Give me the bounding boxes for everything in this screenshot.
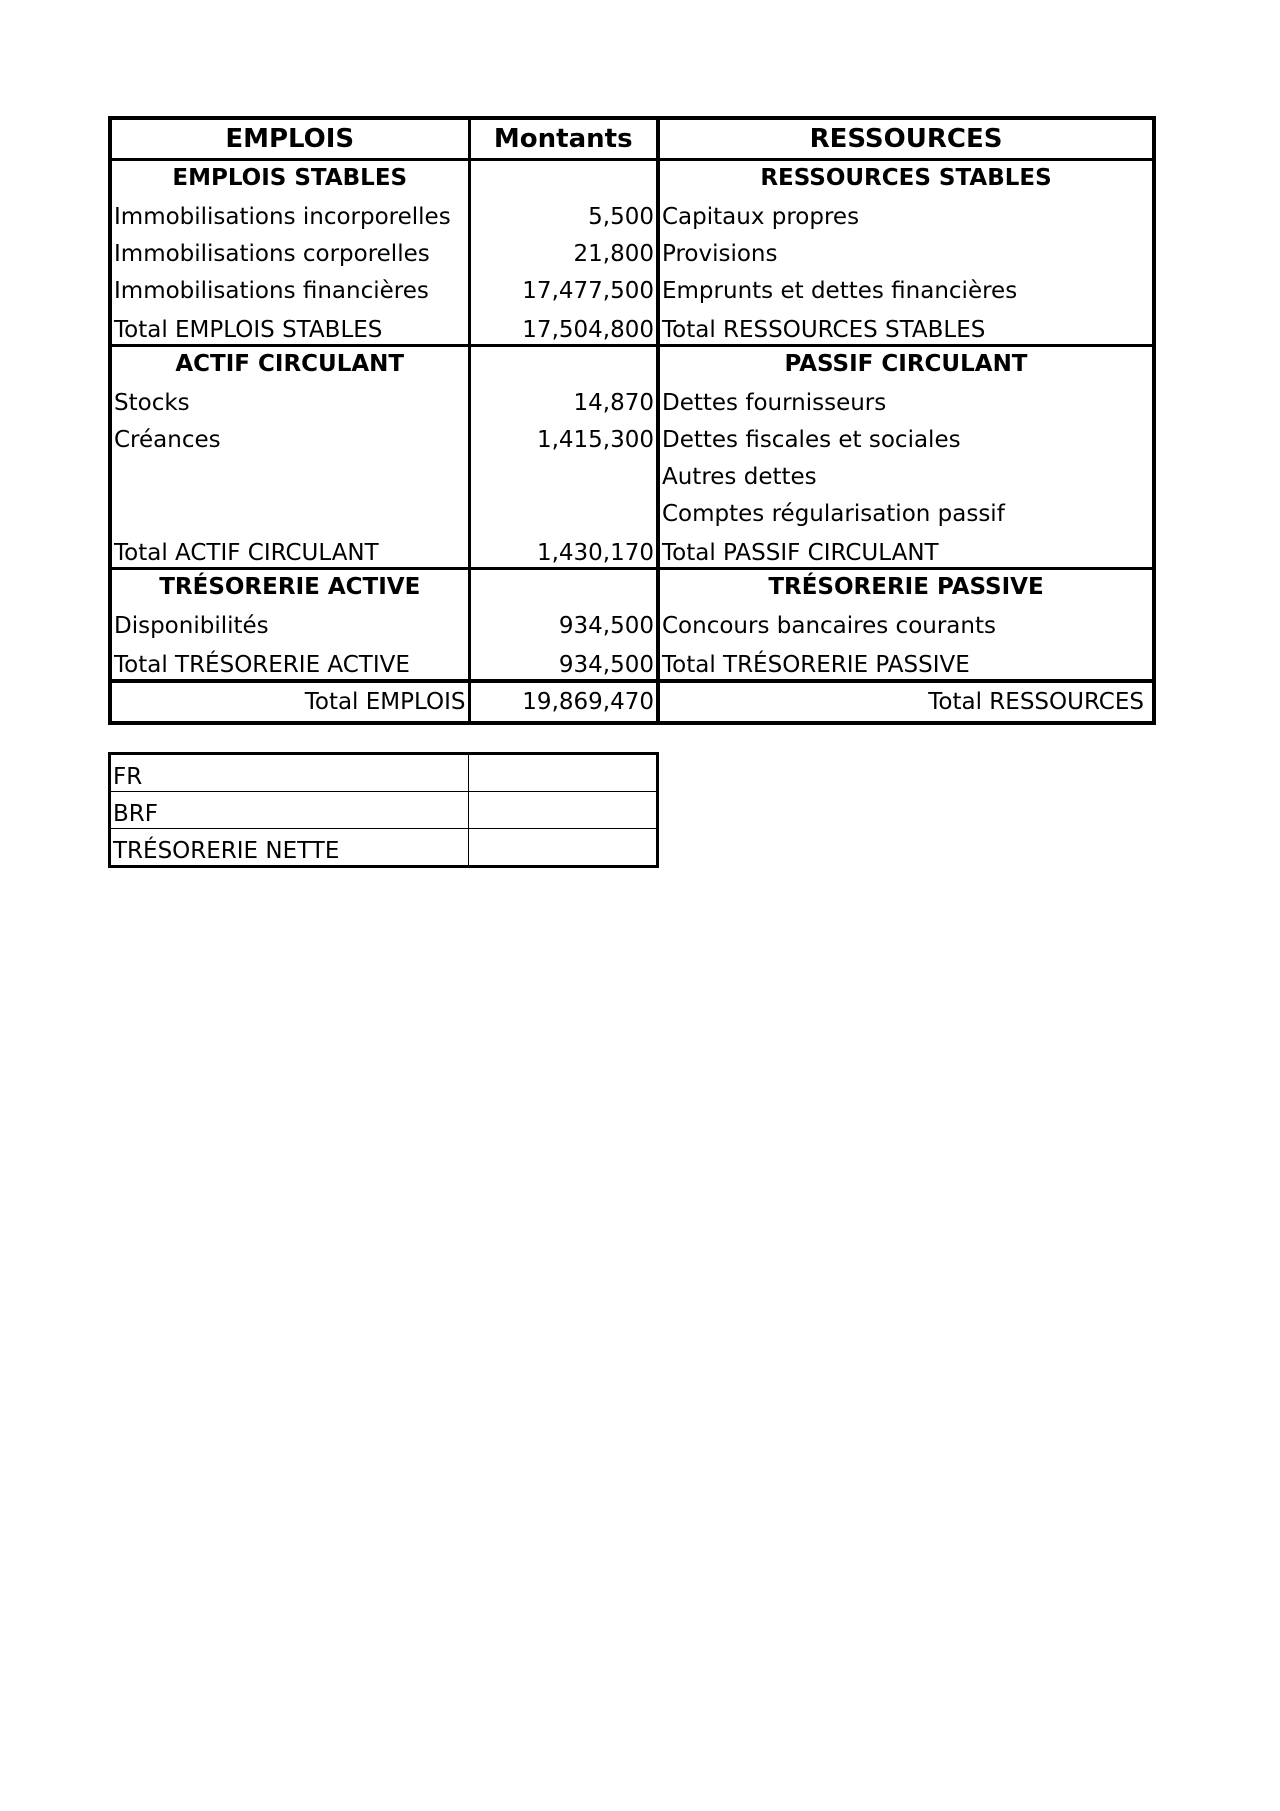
indicator-row <box>110 829 658 867</box>
total-ressources-label: Total TRÉSORERIE PASSIVE <box>662 652 970 678</box>
emploi-label <box>110 491 469 528</box>
ressource-label: Autres dettes <box>662 464 817 490</box>
table-row <box>110 194 1154 231</box>
indicator-label-brf: BRF <box>110 792 469 829</box>
table-row <box>110 491 1154 528</box>
section-title-ressources: RESSOURCES STABLES <box>760 164 1052 191</box>
indicator-row <box>110 792 658 829</box>
emploi-label: Disponibilités <box>110 603 469 640</box>
section-title-emplois: TRÉSORERIE ACTIVE <box>110 569 469 604</box>
total-emplois-label: Total ACTIF CIRCULANT <box>110 528 469 569</box>
section-title-emplois: ACTIF CIRCULANT <box>110 346 469 381</box>
header-ressources: RESSOURCES <box>658 118 1154 160</box>
indicator-label-fr: FR <box>110 754 469 792</box>
section-title-ressources: PASSIF CIRCULANT <box>784 350 1028 377</box>
ressource-label: Dettes fournisseurs <box>662 390 887 416</box>
balance-table <box>108 116 1156 725</box>
ressource-label: Concours bancaires courants <box>662 613 996 639</box>
header-emplois: EMPLOIS <box>110 118 469 160</box>
section-title-montant <box>469 346 658 381</box>
total-montant-value: 17,504,800 <box>469 305 658 346</box>
section-title-row <box>110 346 1154 381</box>
ressource-label: Comptes régularisation passif <box>662 501 1005 527</box>
emploi-label: Stocks <box>110 380 469 417</box>
grand-total-montant: 19,869,470 <box>469 681 658 723</box>
montant-value: 14,870 <box>469 380 658 417</box>
ressource-label: Dettes fiscales et sociales <box>662 427 961 453</box>
emploi-label: Créances <box>110 417 469 454</box>
section-total-row <box>110 640 1154 681</box>
emploi-label <box>110 454 469 491</box>
total-ressources-label: Total RESSOURCES STABLES <box>658 305 1154 346</box>
ressource-label: Emprunts et dettes financières <box>662 278 1018 304</box>
indicator-value-tresorerie-nette <box>469 829 658 867</box>
table-row <box>110 268 1154 305</box>
section-title-montant <box>469 569 658 604</box>
indicator-value-brf <box>469 792 658 829</box>
indicators-table <box>108 752 659 868</box>
montant-value: 17,477,500 <box>469 268 658 305</box>
section-title-row <box>110 569 1154 604</box>
table-row <box>110 380 1154 417</box>
section-title-ressources: TRÉSORERIE PASSIVE <box>768 573 1044 600</box>
table-row <box>110 454 1154 491</box>
section-title-montant <box>469 160 658 195</box>
ressource-label: Provisions <box>662 241 778 267</box>
total-montant-value: 1,430,170 <box>469 528 658 569</box>
table-row <box>110 231 1154 268</box>
total-ressources-label: Total PASSIF CIRCULANT <box>658 528 1154 569</box>
montant-value: 21,800 <box>469 231 658 268</box>
indicator-value-fr <box>469 754 658 792</box>
section-total-row <box>110 528 1154 569</box>
montant-value: 5,500 <box>469 194 658 231</box>
montant-value <box>469 491 658 528</box>
montant-value <box>469 454 658 491</box>
table-row <box>110 603 1154 640</box>
grand-total-row <box>110 681 1154 723</box>
ressource-label: Capitaux propres <box>662 204 860 230</box>
section-title-row <box>110 160 1154 195</box>
section-title-emplois: EMPLOIS STABLES <box>110 160 469 195</box>
header-montants: Montants <box>469 118 658 160</box>
total-emplois-label: Total EMPLOIS STABLES <box>110 305 469 346</box>
indicator-label-tresorerie-nette: TRÉSORERIE NETTE <box>110 829 469 867</box>
total-montant-value: 934,500 <box>469 640 658 681</box>
montant-value: 1,415,300 <box>469 417 658 454</box>
indicator-row <box>110 754 658 792</box>
grand-total-emplois-label: Total EMPLOIS <box>110 681 469 723</box>
emploi-label: Immobilisations financières <box>110 268 469 305</box>
emploi-label: Immobilisations corporelles <box>110 231 469 268</box>
grand-total-ressources-label: Total RESSOURCES <box>658 681 1154 723</box>
total-emplois-label: Total TRÉSORERIE ACTIVE <box>110 640 469 681</box>
table-header-row <box>110 118 1154 160</box>
section-total-row <box>110 305 1154 346</box>
emploi-label: Immobilisations incorporelles <box>110 194 469 231</box>
table-row <box>110 417 1154 454</box>
montant-value: 934,500 <box>469 603 658 640</box>
